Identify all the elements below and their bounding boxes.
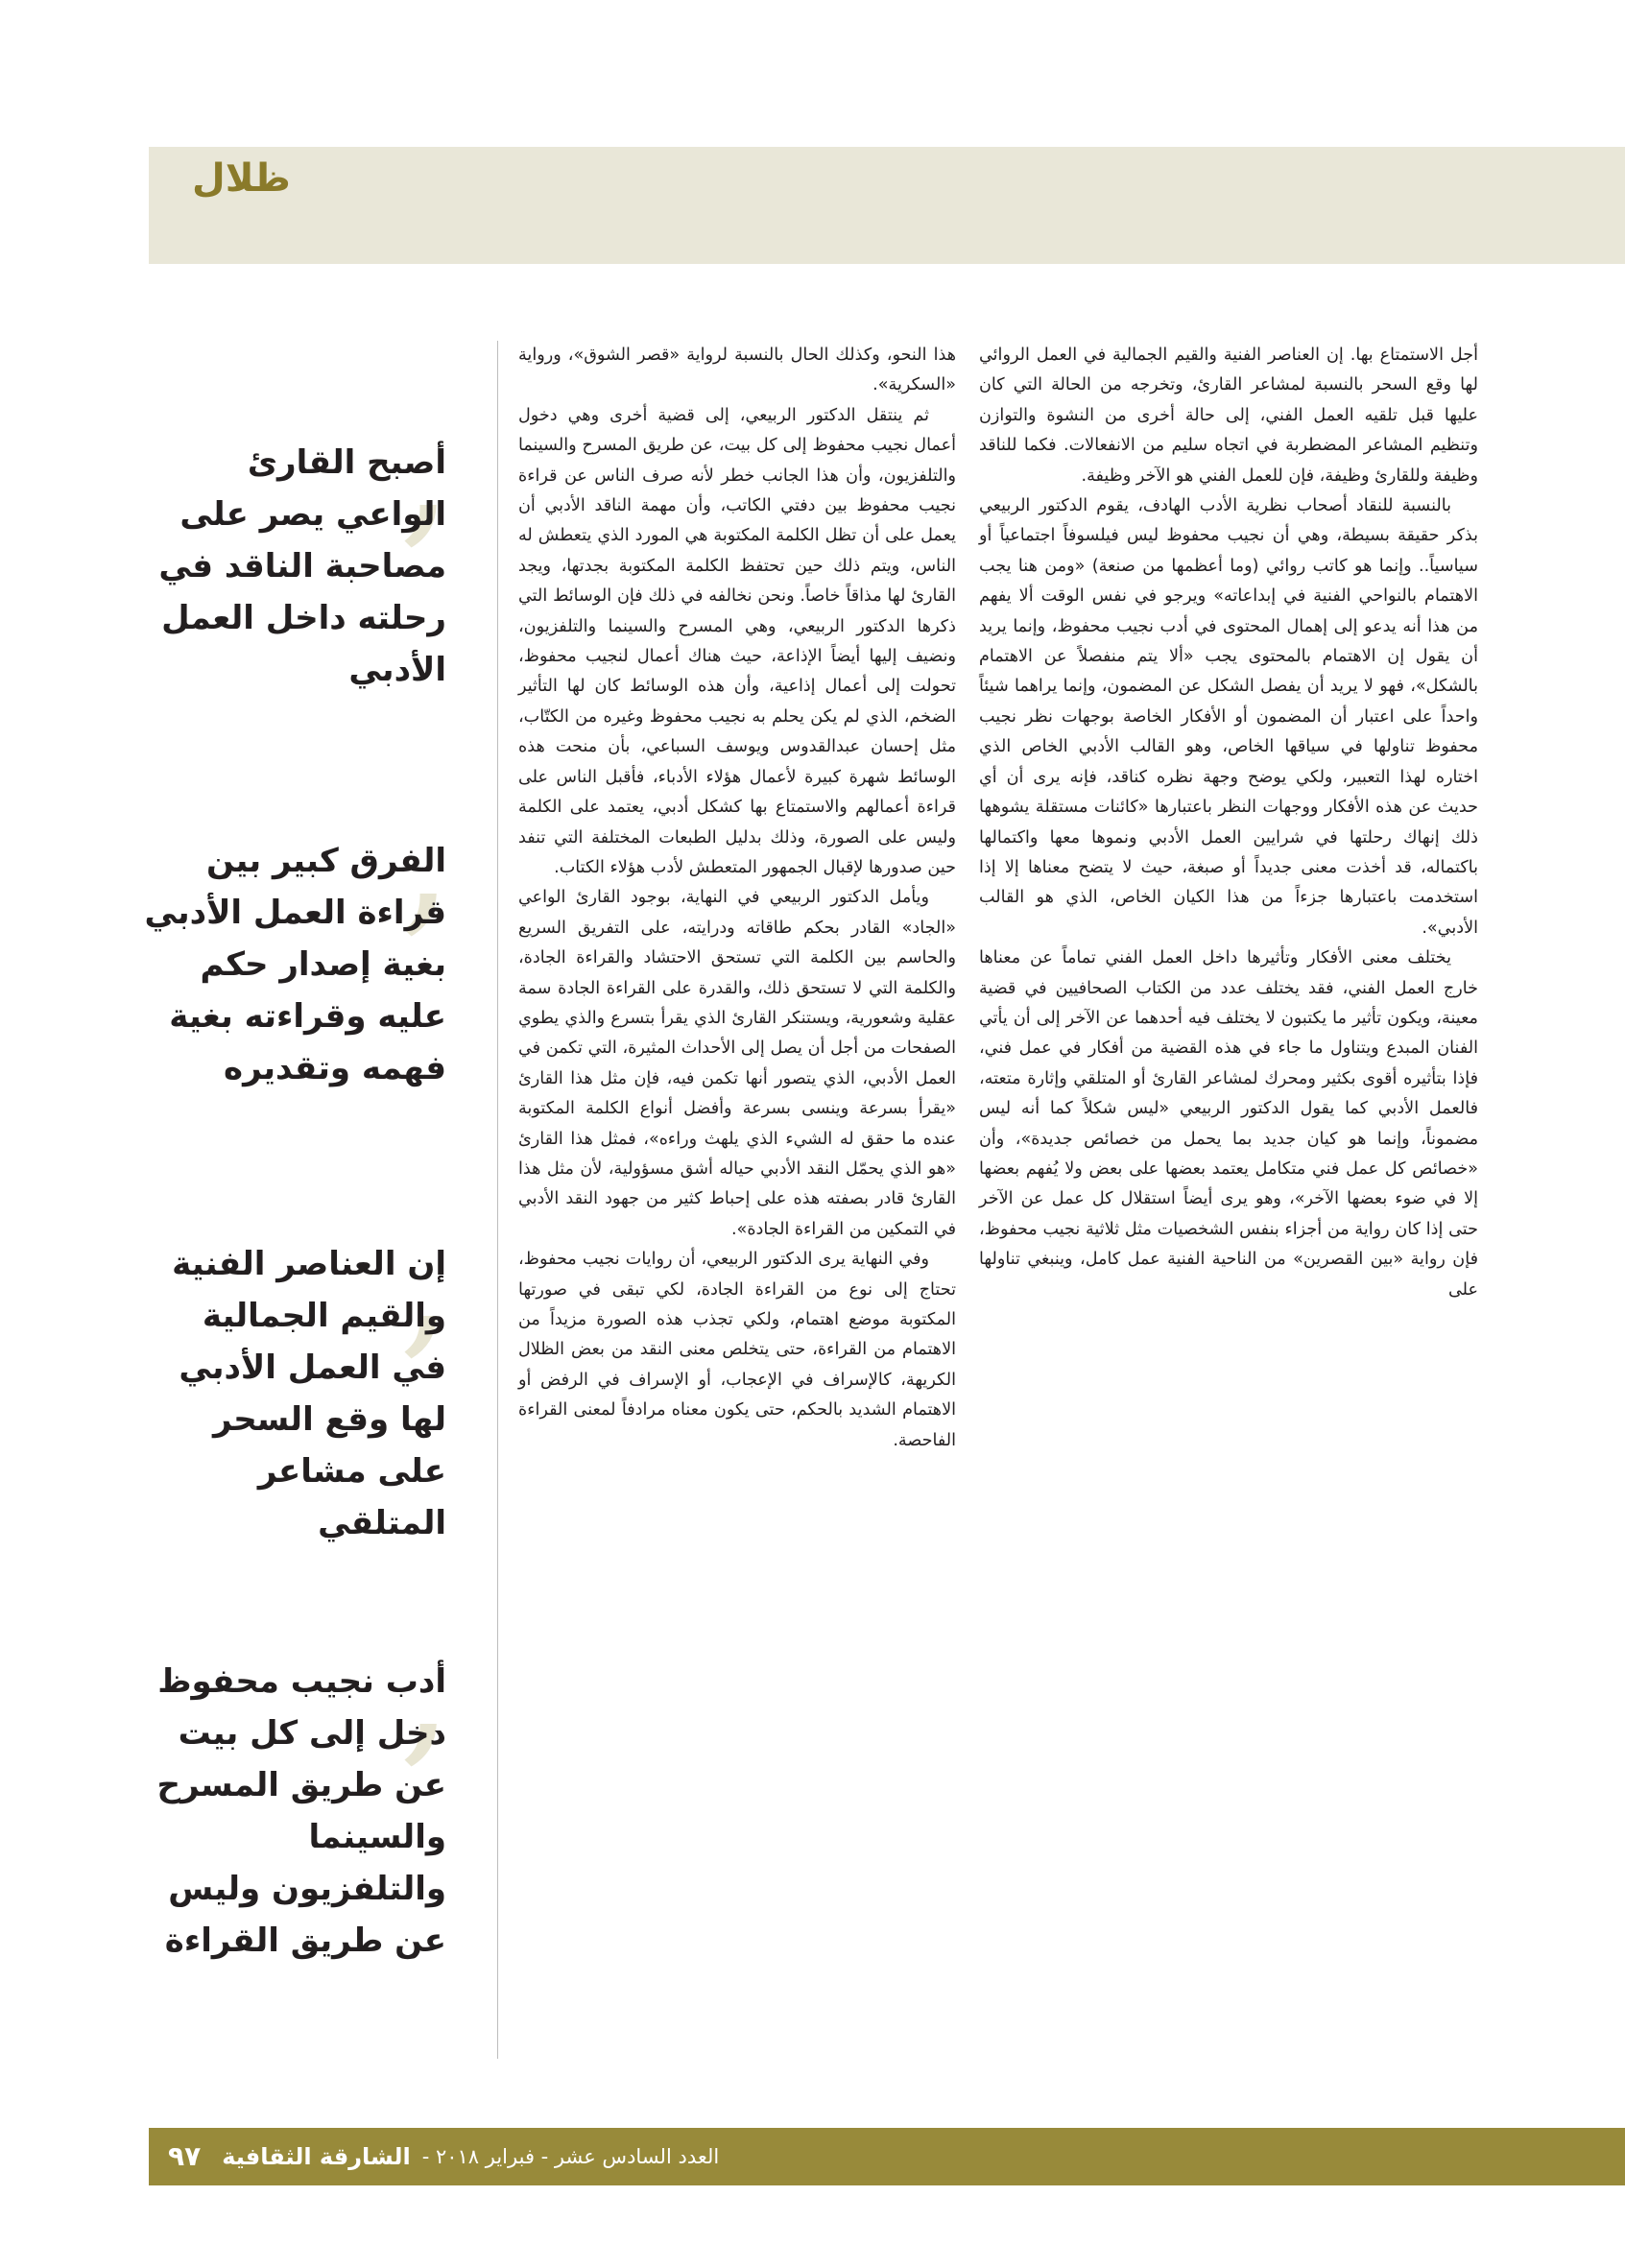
footer-issue: العدد السادس عشر - فبراير ٢٠١٨ - — [421, 2145, 720, 2168]
pull-quote — [144, 835, 446, 1094]
pull-quote — [144, 1238, 446, 1549]
paragraph: يختلف معنى الأفكار وتأثيرها داخل العمل الفني تماماً عن معناها خارج العمل الفني، فقد يختلف عدد من الكتاب الصحافيين في قضية معينة، ويكون تأثير ما يكتبون لا يختلف فيه أحدهما عن الآخر إلى أن يأتي الفنان المبدع ويتناول ما جاء في هذه القضية من أفكار في عمل فني، فإذا بتأثيره أقوى بكثير ومحرك لمشاعر القارئ أو المتلقي وإثارة متعته، فالعمل الأدبي كما يقول الدكتور الربيعي «ليس شكلاً كما أنه ليس مضموناً، وإنما هو كيان جديد بما يحمل من خصائص جديدة»، وأن «خصائص كل عمل فني متكامل يعتمد بعضها على بعض ولا يُفهم بعضها إلا في ضوء بعضها الآخر»، وهو يرى أيضاً استقلال كل عمل عن الآخر حتى إذا كان رواية من أجزاء بنفس الشخصيات مثل ثلاثية نجيب محفوظ، فإن رواية «بين القصرين» من الناحية الفنية عمل كامل، وينبغي تناولها على — [979, 948, 1478, 1300]
section-title: ظلال — [192, 156, 291, 201]
page-number: ٩٧ — [168, 2140, 202, 2172]
publication-logo: الشارقة الثقافية — [222, 2143, 411, 2170]
footer — [168, 2137, 719, 2176]
paragraph: أجل الاستمتاع بها. إن العناصر الفنية والقيم الجمالية في العمل الروائي لها وقع السحر بالنسبة لمشاعر القارئ، وتخرجه من الحالة التي كان عليها قبل تلقيه العمل الفني، إلى حالة أخرى من النشوة والتوازن وتنظيم المشاعر المضطربة في اتجاه سليم من الانفعالات. فكما للناقد وظيفة وللقارئ وظيفة، فإن للعمل الفني هو الآخر وظيفة. — [979, 346, 1478, 486]
paragraph: هذا النحو، وكذلك الحال بالنسبة لرواية «قصر الشوق»، ورواية «السكرية». — [518, 346, 956, 395]
pull-quote-text: الفرق كبير بين قراءة العمل الأدبي بغية إصدار حكم عليه وقراءته بغية فهمه وتقديره — [144, 842, 446, 1087]
paragraph: ثم ينتقل الدكتور الربيعي، إلى قضية أخرى وهي دخول أعمال نجيب محفوظ إلى كل بيت، عن طريق المسرح والسينما والتلفزيون، وأن هذا الجانب خطر لأنه صرف الناس عن قراءة نجيب محفوظ بين دفتي الكاتب، وأن مهمة الناقد الأدبي أن يعمل على أن تظل الكلمة المكتوبة هي المورد الذي يتعطش له الناس، ويتم ذلك حين تحتفظ الكلمة المكتوبة بجدتها، ويجد القارئ لها مذاقاً خاصاً. ونحن نخالفه في ذلك فإن الوسائط التي ذكرها الدكتور الربيعي، وهي المسرح والسينما والتلفزيون، ونضيف إليها أيضاً الإذاعة، حيث هناك أعمال لنجيب محفوظ، تحولت إلى أعمال إذاعية، وأن هذه الوسائط كان لها التأثير الضخم، الذي لم يكن يحلم به نجيب محفوظ وغيره من الكتّاب، مثل إحسان عبدالقدوس ويوسف السباعي، بأن منحت هذه الوسائط شهرة كبيرة لأعمال هؤلاء الأدباء، فأقبل الناس على قراءة أعمالهم والاستمتاع بها كشكل أدبي، يعتمد على الكلمة وليس على الصورة، وذلك بدليل الطبعات المختلفة التي تنفد حين صدورها لإقبال الجمهور المتعطش لأدب هؤلاء الكتاب. — [518, 405, 956, 877]
pull-quote-text: أدب نجيب محفوظ دخل إلى كل بيت عن طريق المسرح والسينما والتلفزيون وليس عن طريق القراءة — [156, 1662, 446, 1960]
pull-quote — [144, 437, 446, 696]
column-divider — [497, 341, 498, 2059]
article-column-middle — [518, 341, 956, 1456]
quote-mark-icon: , — [398, 1584, 454, 1784]
quote-mark-icon: , — [398, 365, 454, 565]
pull-quote-text: أصبح القارئ الواعي يصر على مصاحبة الناقد في رحلته داخل العمل الأدبي — [158, 443, 446, 689]
article-column-right — [979, 341, 1478, 1305]
paragraph: بالنسبة للنقاد أصحاب نظرية الأدب الهادف، يقوم الدكتور الربيعي بذكر حقيقة بسيطة، وهي أن نجيب محفوظ ليس فيلسوفاً اجتماعياً أو سياسياً.. وإنما هو كاتب روائي (وما أعظمها من صنعة) «ومن هنا يجب الاهتمام بالنواحي الفنية في إبداعاته» ويرجو في نفس الوقت ألا يفهم من هذا أنه يدعو إلى إهمال المحتوى في أدب نجيب محفوظ، وإنما يريد أن يقول إن الاهتمام بالمحتوى يجب «ألا يتم منفصلاً عن الاهتمام بالشكل»، فهو لا يريد أن يفصل الشكل عن المضمون، وإنما يراهما شيئاً واحداً على اعتبار أن المضمون أو الأفكار الخاصة بوجهات نظر نجيب محفوظ تناولها في سياقها الخاص، وهو القالب الأدبي الخاص الذي اختاره لهذا التعبير، ولكي يوضح وجهة نظره كناقد، فإنه يرى أن أي حديث عن هذه الأفكار ووجهات النظر باعتبارها «كائنات مستقلة يشوهها ذلك إنهاك رحلتها في شرايين العمل الأدبي ونموها معها واكتمالها باكتماله، قد أخذت معنى جديداً أو صبغة، حيث لا يتضح معناها إلا إذا استخدمت باعتبارها جزءاً من هذا الكيان الخاص، الذي هو القالب الأدبي». — [979, 496, 1478, 938]
paragraph: وفي النهاية يرى الدكتور الربيعي، أن روايات نجيب محفوظ، تحتاج إلى نوع من القراءة الجادة، لكي تبقى في صورتها المكتوبة موضع اهتمام، ولكي تجذب هذه الصورة مزيداً من الاهتمام من القراءة، حتى يتخلص معنى النقد من بعض الظلال الكريهة، كالإسراف في الإعجاب، أو الإسراف في الرفض أو الاهتمام الشديد بالحكم، حتى يكون معناه مرادفاً لمعنى القراءة الفاحصة. — [518, 1250, 956, 1450]
quote-mark-icon: , — [398, 1176, 454, 1376]
paragraph: ويأمل الدكتور الربيعي في النهاية، بوجود القارئ الواعي «الجاد» القادر بحكم طاقاته ودرايته، على التفريق السريع والحاسم بين الكلمة التي تستحق الاحتشاد والقراءة الجادة، والكلمة التي لا تستحق ذلك، والقدرة على القراءة الجادة سمة عقلية وشعورية، ويستنكر القارئ الذي يقرأ بتسرع والذي يطوي الصفحات من أجل أن يصل إلى الأحداث المثيرة، التي تكمن في العمل الأدبي، الذي يتصور أنها تكمن فيه، فإن مثل هذا القارئ «يقرأ بسرعة وينسى بسرعة وأفضل أنواع الكلمة المكتوبة عنده ما حقق له الشيء الذي يلهث وراءه»، فمثل هذا القارئ «هو الذي يحمّل النقد الأدبي حياله أشق مسؤولية، لأن مثل هذا القارئ قادر بصفته هذه على إحباط كثير من جهود النقد الأدبي في التمكين من القراءة الجادة». — [518, 888, 956, 1239]
header-band — [149, 147, 1625, 264]
quote-mark-icon: , — [398, 753, 454, 954]
pull-quote-text: إن العناصر الفنية والقيم الجمالية في العمل الأدبي لها وقع السحر على مشاعر المتلقي — [172, 1245, 446, 1542]
pull-quote — [144, 1656, 446, 1967]
